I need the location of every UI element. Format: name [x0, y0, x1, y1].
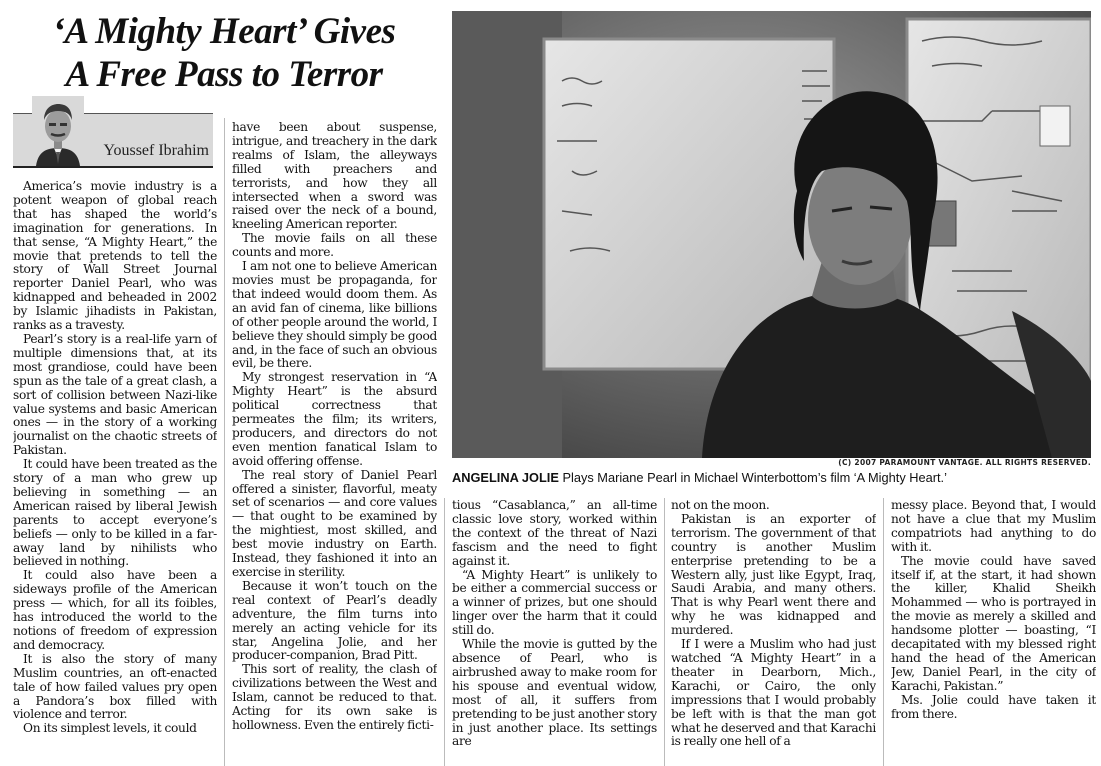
column-rule: [664, 498, 665, 766]
paragraph: On its simplest levels, it could: [23, 721, 197, 736]
photo-caption: [452, 470, 1097, 485]
paragraph: tious “Casablanca,” an all-time classic love story, worked within the context of the threat of Nazi fascism and the need to fight against it.: [452, 499, 657, 568]
paragraph: While the movie is gutted by the absence of Pearl, who is airbrushed away to make room for his spouse and eventual widow, most of all, it suffers from pretending to be just another story in just another place. Its settings are: [452, 637, 657, 749]
caption-subject: ANGELINA JOLIE: [452, 470, 559, 485]
paragraph: This sort of reality, the clash of civilizations between the West and Islam, cannot be reduced to that. Acting for its own sake is hollowness. Even the entirely ficti-: [232, 662, 437, 732]
paragraph: My strongest reservation in “A Mighty Heart” is the absurd political correctness that permeates the film; its writers, producers, and directors do not even mention fanatical Islam to avoid offering offense.: [232, 370, 437, 468]
paragraph: The movie could have saved itself if, at the start, it had shown the killer, Khalid Sheikh Mohammed — who is portrayed in the movie as merely a skilled and handsome plotter — boasting, “I decapitated with my blessed right hand the head of the American Jew, Daniel Pearl, in the city of Karachi, Pakistan.”: [891, 553, 1096, 693]
headline-line-1: ‘A Mighty Heart’ Gives: [52, 11, 396, 52]
headline-line-2: A Free Pass to Terror: [65, 54, 383, 95]
article-column-2: [232, 121, 437, 766]
paragraph: The movie fails on all these counts and more.: [232, 231, 437, 260]
paragraph: Pearl’s story is a real-life yarn of multiple dimensions that, at its most grandiose, could have been spun as the tale of a great clash, a sort of collision between Nazi-like value systems and basic American ones — in the story of a working journalist on the chaotic streets of Pakistan.: [13, 331, 217, 458]
paragraph: America’s movie industry is a potent weapon of global reach that has shaped the world’s imagination for generations. In that sense, “A Mighty Heart,” the movie that pretends to tell the story of Wall Street Journal reporter Daniel Pearl, who was kidnapped and beheaded in 2002 by Islamic jihadists in Pakistan, ranks as a travesty.: [13, 180, 217, 333]
paragraph: not on the moon.: [671, 499, 770, 512]
paragraph: It could also have been a sideways profile of the American press — which, for all its foibles, has introduced the world to the notions of freedom of expression and democracy.: [13, 568, 217, 652]
column-rule: [444, 498, 445, 766]
article-column-4: [671, 499, 876, 766]
paragraph: If I were a Muslim who had just watched “A Mighty Heart” in a theater in Dearborn, Mich., Karachi, or Cairo, the only impressions that I would probably be left with is that the man got what he deserved and that Karachi is really one hell of a: [671, 637, 876, 749]
paragraph: “A Mighty Heart” is unlikely to be either a commercial success or a winner of prizes, but one should linger over the harm that it could still do.: [452, 567, 657, 638]
byline: [13, 113, 213, 168]
paragraph: messy place. Beyond that, I would not have a clue that my Muslim compatriots had anything to do with it.: [891, 499, 1096, 554]
paragraph: It could have been treated as the story of a man who grew up believing in something — an American raised by liberal Jewish parents to accept everyone’s beliefs — only to be killed in a far-away land by nihilists who believed in nothing.: [13, 457, 217, 569]
column-rule: [224, 118, 225, 766]
column-rule: [883, 498, 884, 766]
paragraph: It is also the story of many Muslim countries, an oft-enacted tale of how failed values pry open a Pandora’s box filled with violence and terror.: [13, 651, 217, 722]
paragraph: Because it won’t touch on the real context of Pearl’s deadly adventure, the film turns into merely an acting vehicle for its star, Angelina Jolie, and her producer-companion, Brad Pitt.: [232, 578, 437, 663]
article-column-5: [891, 499, 1096, 766]
article-column-3: [452, 499, 657, 766]
paragraph: I am not one to believe American movies must be propaganda, for that indeed would doom them. As an avid fan of cinema, like billions of other people around the world, I believe they should simply be good and, in the face of such an obvious evil, be there.: [232, 259, 437, 371]
article-column-1: [13, 180, 217, 766]
author-name: Youssef Ibrahim: [103, 142, 209, 159]
caption-text: Plays Mariane Pearl in Michael Winterbottom’s film ‘A Mighty Heart.’: [558, 470, 947, 485]
author-portrait: [32, 96, 84, 166]
film-still-photo: [452, 11, 1091, 458]
paragraph: Pakistan is an exporter of terrorism. The government of that country is another Muslim enterprise pretending to be a Western ally, just like Egypt, Iraq, Saudi Arabia, and many others. That is why Pearl went there and why he was kidnapped and murdered.: [671, 511, 876, 638]
paragraph: Ms. Jolie could have taken it from there.: [891, 692, 1096, 721]
photo-credit: (C) 2007 PARAMOUNT VANTAGE. ALL RIGHTS RESERVED.: [838, 458, 1091, 467]
paragraph: The real story of Daniel Pearl offered a sinister, flavorful, meaty set of scenarios — and core values — that ought to be examined by the mightiest, most skilled, and best movie industry on Earth. Instead, they fashioned it into an exercise in sterility.: [232, 467, 437, 579]
headline: [8, 10, 440, 96]
paragraph: have been about suspense, intrigue, and treachery in the dark realms of Islam, the alleyways filled with preachers and terrorists, and how they all intersected when a sword was raised over the neck of a bound, kneeling American reporter.: [232, 121, 437, 232]
